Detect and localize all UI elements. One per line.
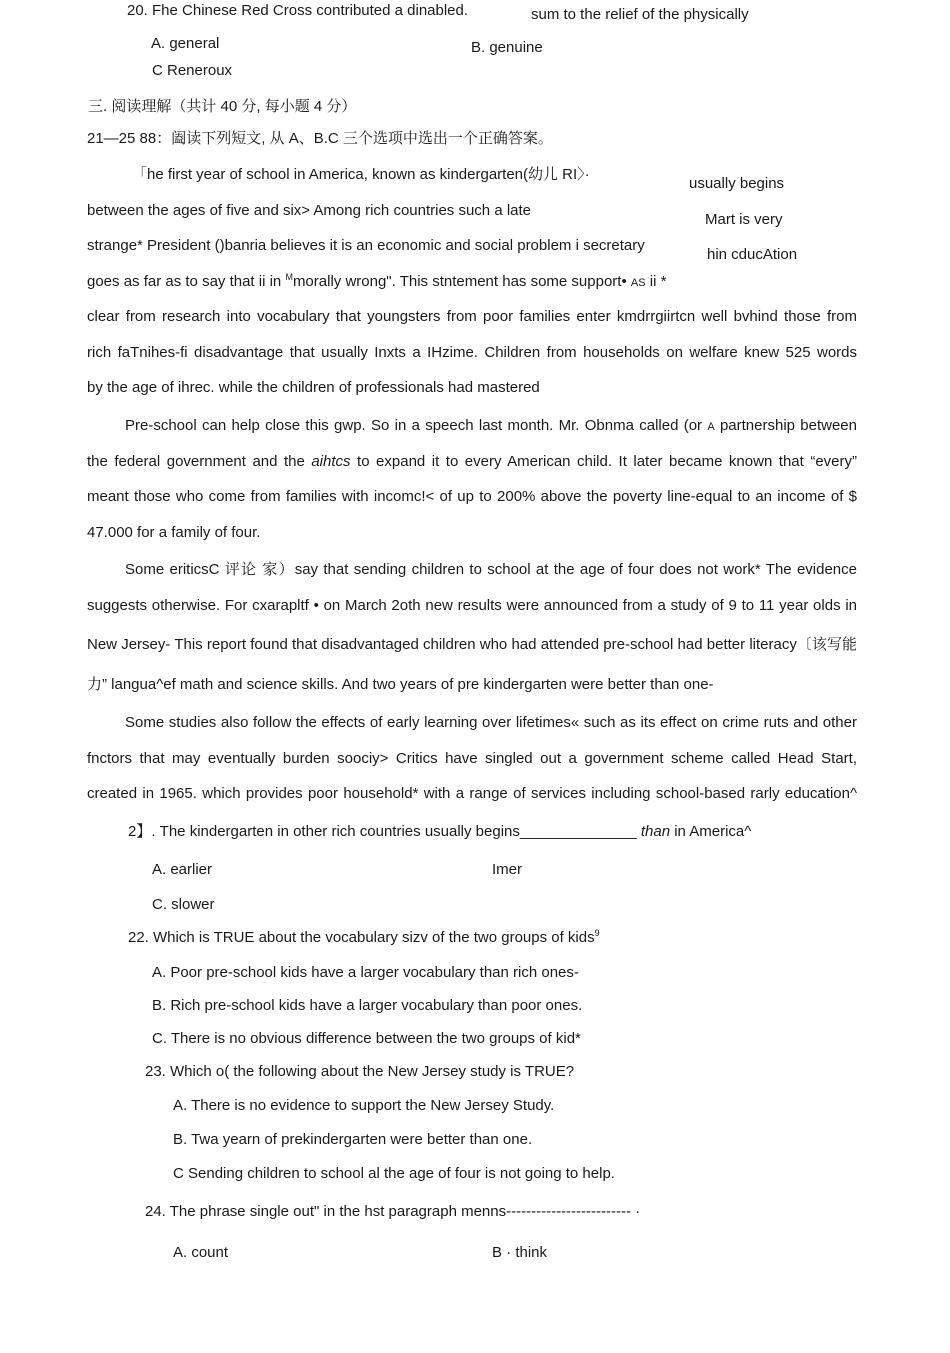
passage-p1-line7: by the age of ihrec. while the children of professionals had mastered bbox=[87, 379, 540, 396]
q21-option-c: C. slower bbox=[152, 896, 215, 913]
passage-p1-side-fragment: usually begins bbox=[689, 175, 785, 192]
passage-p4-line2: fnctors that may eventually burden soociy> Critics have singled out a government scheme called Head Start, bbox=[87, 750, 857, 767]
q22-option-b: B. Rich pre-school kids have a larger vocabulary than poor ones. bbox=[152, 997, 583, 1014]
passage-p1-line2: between the ages of five and six> Among rich countries such a late bbox=[87, 202, 532, 219]
passage-p2-line1: Pre-school can help close this gwp. So in a speech last month. Mr. Obnma called (or A partnership between bbox=[125, 417, 857, 434]
q21-option-b: Imer bbox=[492, 861, 522, 878]
passage-p1-line6: rich faTnihes-fi disadvantage that usually Inxts a IHzime. Children from households on welfare knew 525 words bbox=[87, 344, 857, 361]
passage-p3-line1: Some eriticsC 评论 家）say that sending children to school at the age of four does not work* The evidence bbox=[125, 561, 857, 578]
q23-option-c: C Sending children to school al the age of four is not going to help. bbox=[173, 1165, 615, 1182]
q21-stem: 2】. The kindergarten in other rich countries usually begins______________ than in America^ bbox=[128, 823, 752, 840]
q20-option-a: A. general bbox=[151, 35, 220, 52]
passage-p3-line4: 力” langua^ef math and science skills. And two years of pre kindergarten were better than one- bbox=[87, 676, 714, 693]
q23-stem: 23. Which o( the following about the New Jersey study is TRUE? bbox=[145, 1063, 575, 1080]
q24-option-a: A. count bbox=[173, 1244, 229, 1261]
passage-p1-line4: goes as far as to say that ii in $^M$morally wrong". This stntement has some support• AS ii * bbox=[87, 272, 667, 290]
q20-stem: 20. Fhe Chinese Red Cross contributed a dinabled. bbox=[127, 2, 469, 19]
section-instruction: 21—25 88：阖读下列短文, 从 A、B.C 三个选项中选出一个正确答案。 bbox=[87, 130, 553, 147]
passage-p2-line2: the federal government and the aihtcs to expand it to every American child. It later became known that “every” bbox=[87, 453, 857, 470]
passage-p4-line1: Some studies also follow the effects of early learning over lifetimes« such as its effect on crime ruts and other bbox=[125, 714, 857, 731]
q20-stem-tail: sum to the relief of the physically bbox=[531, 6, 749, 23]
passage-p2-line3: meant those who come from families with incomc!< of up to 200% above the poverty line-equal to an income of $ bbox=[87, 488, 857, 505]
section-heading: 三. 阅读理解（共计 40 分, 每小题 4 分） bbox=[88, 98, 357, 115]
passage-p4-line3: created in 1965. which provides poor household* with a range of services including school-based rarly education^ bbox=[87, 785, 857, 802]
passage-p1-line1: 「he first year of school in America, known as kindergarten(幼儿 RI〉· bbox=[132, 166, 590, 183]
q20-option-c: C Reneroux bbox=[152, 62, 233, 79]
q23-option-b: B. Twa yearn of prekindergarten were better than one. bbox=[173, 1131, 533, 1148]
passage-p2-line4: 47.000 for a family of four. bbox=[87, 524, 261, 541]
q23-option-a: A. There is no evidence to support the New Jersey Study. bbox=[173, 1097, 555, 1114]
q24-option-b: B · think bbox=[492, 1244, 548, 1261]
q20-option-b: B. genuine bbox=[471, 39, 543, 56]
q22-stem: 22. Which is TRUE about the vocabulary sizv of the two groups of kids$^9$ bbox=[128, 928, 600, 946]
q24-stem: 24. The phrase single out" in the hst paragraph menns------------------------- · bbox=[145, 1203, 641, 1220]
passage-p1-side-fragment: hin cducAtion bbox=[707, 246, 798, 263]
passage-p3-line3: New Jersey- This report found that disadvantaged children who had attended pre-school had better literacy〔该写能 bbox=[87, 636, 857, 653]
passage-p1-line3: strange* President ()banria believes it is an economic and social problem i secretary bbox=[87, 237, 645, 254]
q22-option-c: C. There is no obvious difference between the two groups of kid* bbox=[152, 1030, 581, 1047]
q22-option-a: A. Poor pre-school kids have a larger vocabulary than rich ones- bbox=[152, 964, 579, 981]
passage-p3-line2: suggests otherwise. For cxarapltf • on March 2oth new results were announced from a study of 9 to 11 year olds in bbox=[87, 597, 857, 614]
passage-p1-line5: clear from research into vocabulary that youngsters from poor families enter kmdrrgiirtcn well bvhind those from bbox=[87, 308, 857, 325]
passage-p1-side-fragment: Mart is very bbox=[705, 211, 783, 228]
q21-option-a: A. earlier bbox=[152, 861, 213, 878]
